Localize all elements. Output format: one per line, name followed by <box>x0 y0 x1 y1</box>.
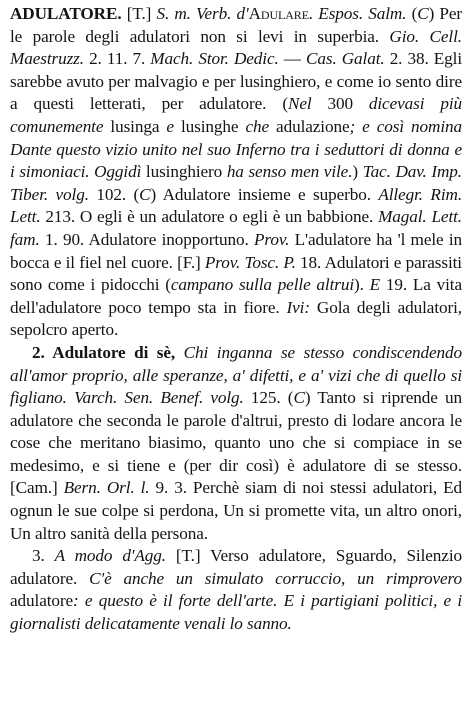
text-run: [T.] Verso adulatore, Sguardo, Silenzio adulatore. <box>10 546 462 588</box>
text-run: ( <box>406 4 418 23</box>
text-run: Prov. Tosc. P. <box>204 252 296 272</box>
text-run: Magal. Lett. fam. <box>10 207 462 249</box>
text-run: Prov. <box>253 229 290 249</box>
text-run: ) Adulatore insieme e superbo. <box>150 184 379 204</box>
text-run: lusinga <box>103 116 167 136</box>
text-run: che <box>245 116 270 136</box>
text-run: Ivi: <box>286 297 310 317</box>
text-run: Gola degli adulatori, sepolcro aperto. <box>10 297 462 340</box>
text-run: Adulatore di sè, <box>52 342 176 362</box>
text-run: 2. <box>32 342 53 362</box>
text-run: L'adulatore ha 'l mele in bocca e il fiel nel cuore. [F.] <box>10 229 462 272</box>
text-run: 300 <box>311 94 369 114</box>
text-run: Adulare <box>248 4 309 23</box>
text-run: C <box>139 184 151 204</box>
text-run: : e questo è il forte dell'arte. E i partigiani politici, e i giornalisti delicatamente venali lo sanno. <box>10 591 462 634</box>
text-run: [T.] <box>121 4 157 23</box>
text-run: C <box>293 388 305 408</box>
text-run: 3. <box>32 546 55 566</box>
text-run: 19. La vita dell'adulatore poco tempo sta in fiore. <box>10 275 462 317</box>
text-run: Mach. Stor. Dedic. <box>150 49 279 69</box>
text-run: campano sulla pelle altrui <box>170 275 355 295</box>
text-run: ). <box>354 275 370 295</box>
text-run: 18. Adulatori e parassiti sono come i pidocchi ( <box>10 252 462 295</box>
text-run: Nel <box>287 94 312 114</box>
text-run: 2. 38. Egli sarebbe avuto per malvagio e per lusinghiero, e come io sento dire a questi letterati, per adulatore. ( <box>10 49 463 114</box>
text-run: dicevasi più comunemente <box>10 94 462 136</box>
text-run: C <box>417 4 429 23</box>
text-run: lusinghe <box>173 116 246 136</box>
text-run: Gio. Cell. Maestruzz. <box>10 26 462 69</box>
text-run: 2. 11. 7. <box>83 49 151 69</box>
text-run: S. m. Verb. d' <box>156 4 249 23</box>
text-run: ) <box>352 162 363 182</box>
text-run: . Espos. Salm. <box>308 4 407 23</box>
text-run: e <box>166 116 174 136</box>
text-run: Chi inganna se stesso condiscendendo all'amor proprio, alle speranze, a' difetti, e a' vizi che di quello si figliano. Varch. Sen. Benef. volg. <box>10 342 462 408</box>
text-run: A modo d'Agg. <box>54 546 166 566</box>
text-run: ) Tanto si riprende un adulatore che seconda le parole d'altrui, presto di lodare ancora le cose che meritano biasimo, quanto uno che si compiace in se medesimo, e si tiene e (per dir così) è adulatore di se stesso. [Cam.] <box>10 388 463 498</box>
text-run: E <box>369 275 381 295</box>
text-run: lusinghiero <box>141 162 227 182</box>
text-run: Allegr. Rim. Lett. <box>10 184 463 227</box>
text-run: 1. 90. Adulatore inopportuno. <box>39 229 254 249</box>
text-run: 9. 3. Perchè siam di noi stessi adulatori, Ed ognun le sue colpe si perdona, Un si promette vita, un altro onori, Un altro sanità della persona. <box>10 478 462 543</box>
text-run: Tac. Dav. Imp. Tiber. volg. <box>10 162 462 204</box>
text-run: ; e così nomina Dante questo vizio unito nel suo Inferno tra i seduttori di donna e i simoniaci. Oggidì <box>10 116 462 182</box>
text-run: Bern. Orl. l. <box>63 478 150 498</box>
text-run: ha senso men vile. <box>226 162 353 182</box>
text-run: Cas. Galat. <box>306 49 385 69</box>
text-run: C'è anche un simulato corruccio, un rimprovero <box>89 568 462 588</box>
entry-paragraph-sense-3 <box>10 545 462 635</box>
text-run: 125. ( <box>243 388 294 408</box>
entry-paragraph-sense-2 <box>10 342 462 545</box>
text-run: adulazione <box>269 116 350 136</box>
text-run: adulatore <box>10 591 74 611</box>
text-run: 213. O egli è un adulatore o egli è un babbione. <box>40 207 379 227</box>
text-run: ) Per le parole degli adulatori non si levi in superbia. <box>10 4 462 46</box>
text-run: 102. ( <box>88 184 140 204</box>
headword: ADULATORE. <box>10 4 122 23</box>
text-run: — <box>278 49 306 69</box>
entry-paragraph-main <box>10 3 462 342</box>
